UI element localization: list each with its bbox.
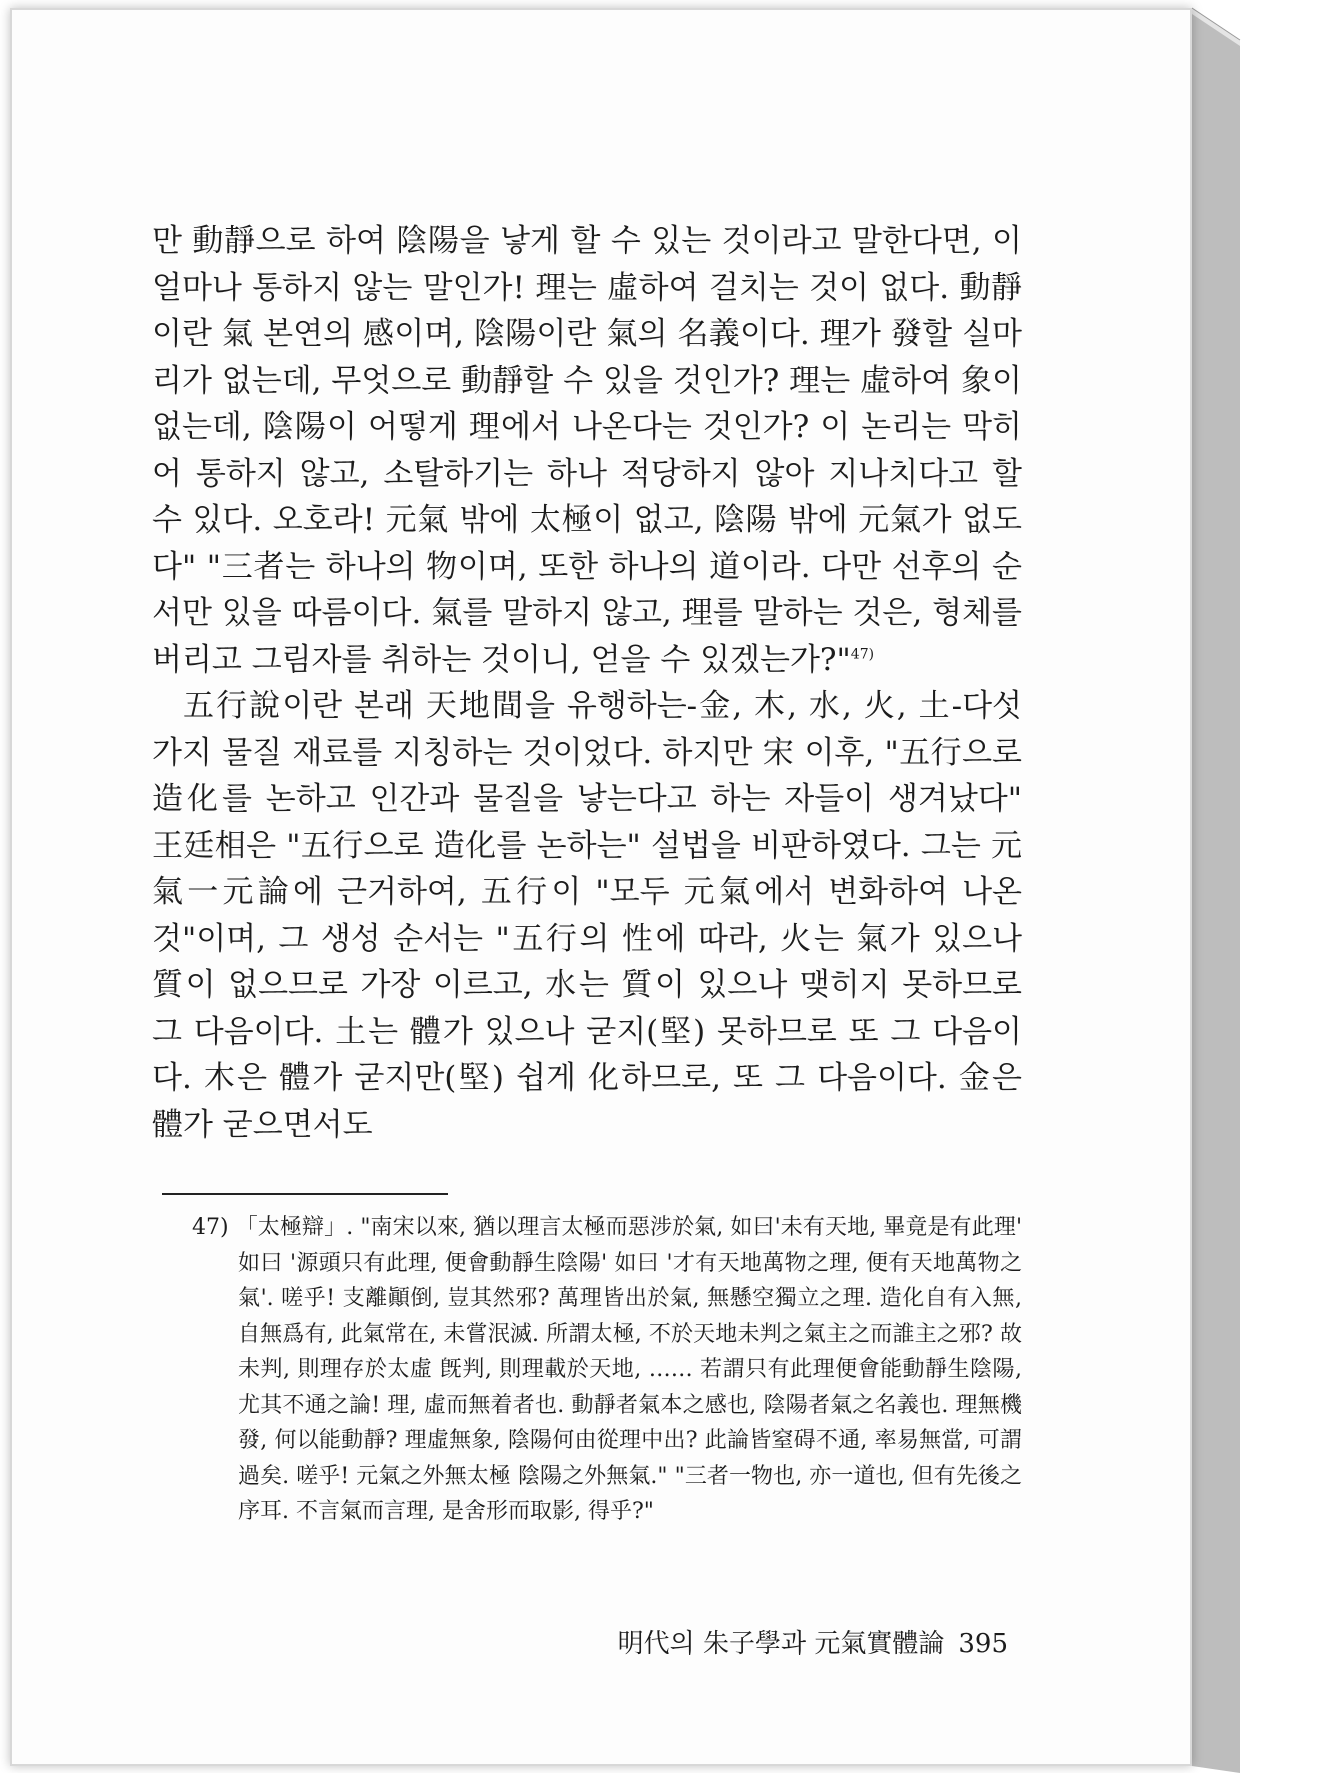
book-edge xyxy=(1192,0,1242,1773)
footer-title: 明代의 朱子學과 元氣實體論 xyxy=(617,1629,945,1659)
footnote-number: 47) xyxy=(192,1215,229,1240)
body-paragraph-2: 五行說이란 본래 天地間을 유행하는-金, 木, 水, 火, 土-다섯 가지 물질 재료를 지칭하는 것이었다. 하지만 宋 이후, "五行으로 造化를 논하고 인간과 물질을 낳는다고 하는 자들이 생겨났다" 王廷相은 "五行으로 造化를 논하는" 설법을 비판하였다. 그는 元氣一元論에 근거하여, 五行이 "모두 元氣에서 변화하여 나온 것"이며, 그 생성 순서는 "五行의 性에 따라, 火는 氣가 있으나 質이 없으므로 가장 이르고, 水는 質이 있으나 맺히지 못하므로 그 다음이다. 土는 體가 있으나 굳지(堅) 못하므로 또 그 다음이다. 木은 體가 굳지만(堅) 쉽게 化하므로, 또 그 다음이다. 金은 體가 굳으면서도 xyxy=(152,688,1022,1143)
body-paragraph-1 xyxy=(152,218,1022,683)
footnote-divider xyxy=(162,1193,448,1195)
footnote-text: 「太極辯」. "南宋以來, 猶以理言太極而惡涉於氣, 如曰'未有天地, 畢竟是有此理' 如曰 '源頭只有此理, 便會動靜生陰陽' 如曰 '才有天地萬物之理, 便有天地萬物之氣'. 嗟乎! 支離顚倒, 豈其然邪? 萬理皆出於氣, 無懸空獨立之理. 造化自有入無, 自無爲有, 此氣常在, 未嘗泯滅. 所謂太極, 不於天地未判之氣主之而誰主之邪? 故未判, 則理存於太虛 旣判, 則理載於天地, …… 若謂只有此理便會能動靜生陰陽, 尤其不通之論! 理, 虛而無着者也. 動靜者氣本之感也, 陰陽者氣之名義也. 理無機發, 何以能動靜? 理虛無象, 陰陽何由從理中出? 此論皆窒碍不通, 率易無當, 可謂過矣. 嗟乎! 元氣之外無太極 陰陽之外無氣." "三者一物也, 亦一道也, 但有先後之序耳. 不言氣而言理, 是舍形而取影, 得乎?" xyxy=(235,1215,1022,1524)
footnote-reference: 47) xyxy=(850,646,875,663)
paragraph-1-text: 만 動靜으로 하여 陰陽을 낳게 할 수 있는 것이라고 말한다면, 이 얼마나 통하지 않는 말인가! 理는 虛하여 걸치는 것이 없다. 動靜이란 氣 본연의 感이며, 陰陽이란 氣의 名義이다. 理가 發할 실마리가 없는데, 무엇으로 動靜할 수 있을 것인가? 理는 虛하여 象이 없는데, 陰陽이 어떻게 理에서 나온다는 것인가? 이 논리는 막히어 통하지 않고, 소탈하기는 하나 적당하지 않아 지나치다고 할 수 있다. 오호라! 元氣 밖에 太極이 없고, 陰陽 밖에 元氣가 없도다" "三者는 하나의 物이며, 또한 하나의 道이라. 다만 선후의 순서만 있을 따름이다. 氣를 말하지 않고, 理를 말하는 것은, 형체를 버리고 그림자를 취하는 것이니, 얻을 수 있겠는가?" xyxy=(152,223,1022,678)
body-text xyxy=(152,218,1022,1148)
page xyxy=(10,8,1192,1766)
running-footer xyxy=(618,1623,1008,1660)
page-number: 395 xyxy=(958,1629,1008,1659)
footnote-47 xyxy=(192,1210,1022,1530)
